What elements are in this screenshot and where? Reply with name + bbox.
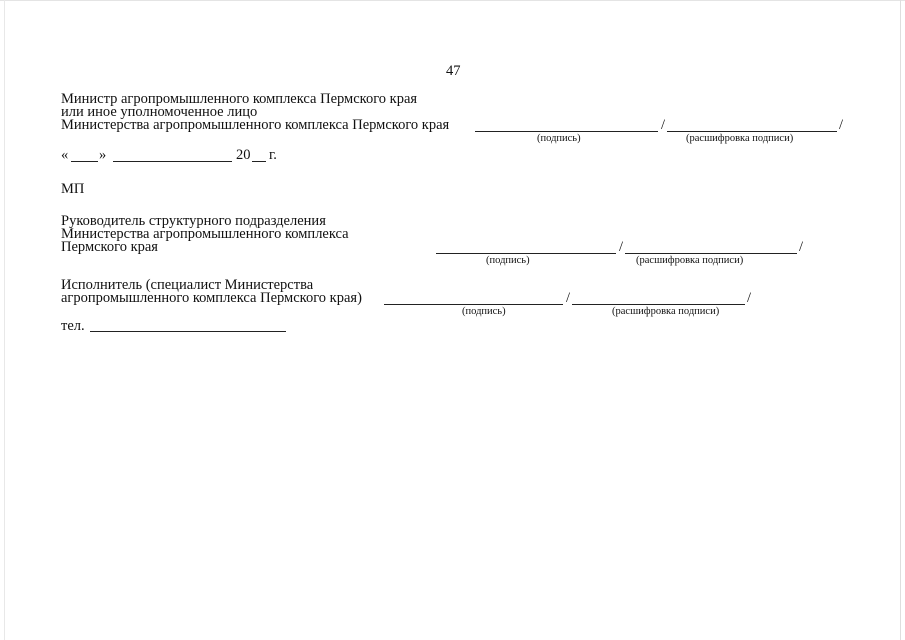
executor-decode-caption: (расшифровка подписи) — [612, 306, 720, 317]
head-slash-2: / — [799, 239, 804, 255]
date-day-line[interactable] — [71, 161, 98, 162]
head-decode-line[interactable] — [625, 253, 797, 254]
minister-decode-caption: (расшифровка подписи) — [686, 133, 794, 144]
minister-title-line1: Министр агропромышленного комплекса Пермского края — [61, 91, 418, 107]
minister-signature-caption: (подпись) — [537, 133, 581, 144]
minister-title-line3: Министерства агропромышленного комплекса Пермского края — [61, 117, 450, 133]
executor-signature-caption: (подпись) — [462, 306, 506, 317]
minister-slash-2: / — [839, 117, 844, 133]
minister-slash-1: / — [661, 117, 666, 133]
executor-title-line2: агропромышленного комплекса Пермского края) — [61, 290, 362, 306]
stamp-mark: МП — [61, 181, 85, 197]
date-year-prefix: 20 — [236, 147, 251, 163]
executor-slash-1: / — [566, 290, 571, 306]
page-number: 47 — [446, 63, 461, 79]
scan-edge-right — [900, 0, 901, 640]
executor-decode-line[interactable] — [572, 304, 745, 305]
minister-signature-line[interactable] — [475, 131, 658, 132]
head-title-line1: Руководитель структурного подразделения — [61, 213, 326, 229]
phone-label: тел. — [61, 318, 85, 334]
head-signature-caption: (подпись) — [486, 255, 530, 266]
executor-signature-line[interactable] — [384, 304, 563, 305]
head-signature-line[interactable] — [436, 253, 616, 254]
date-month-line[interactable] — [113, 161, 232, 162]
minister-decode-line[interactable] — [667, 131, 837, 132]
head-slash-1: / — [619, 239, 624, 255]
minister-title-line2: или иное уполномоченное лицо — [61, 104, 258, 120]
scan-edge-left — [4, 0, 5, 640]
executor-title-line1: Исполнитель (специалист Министерства — [61, 277, 314, 293]
date-year-suffix: г. — [269, 147, 277, 163]
date-open-quote: « — [61, 147, 69, 163]
head-title-line2: Министерства агропромышленного комплекса — [61, 226, 349, 242]
head-decode-caption: (расшифровка подписи) — [636, 255, 744, 266]
date-year-line[interactable] — [252, 161, 266, 162]
scan-edge-top — [0, 0, 905, 1]
phone-line[interactable] — [90, 331, 286, 332]
date-close-quote: » — [99, 147, 107, 163]
executor-slash-2: / — [747, 290, 752, 306]
head-title-line3: Пермского края — [61, 239, 158, 255]
